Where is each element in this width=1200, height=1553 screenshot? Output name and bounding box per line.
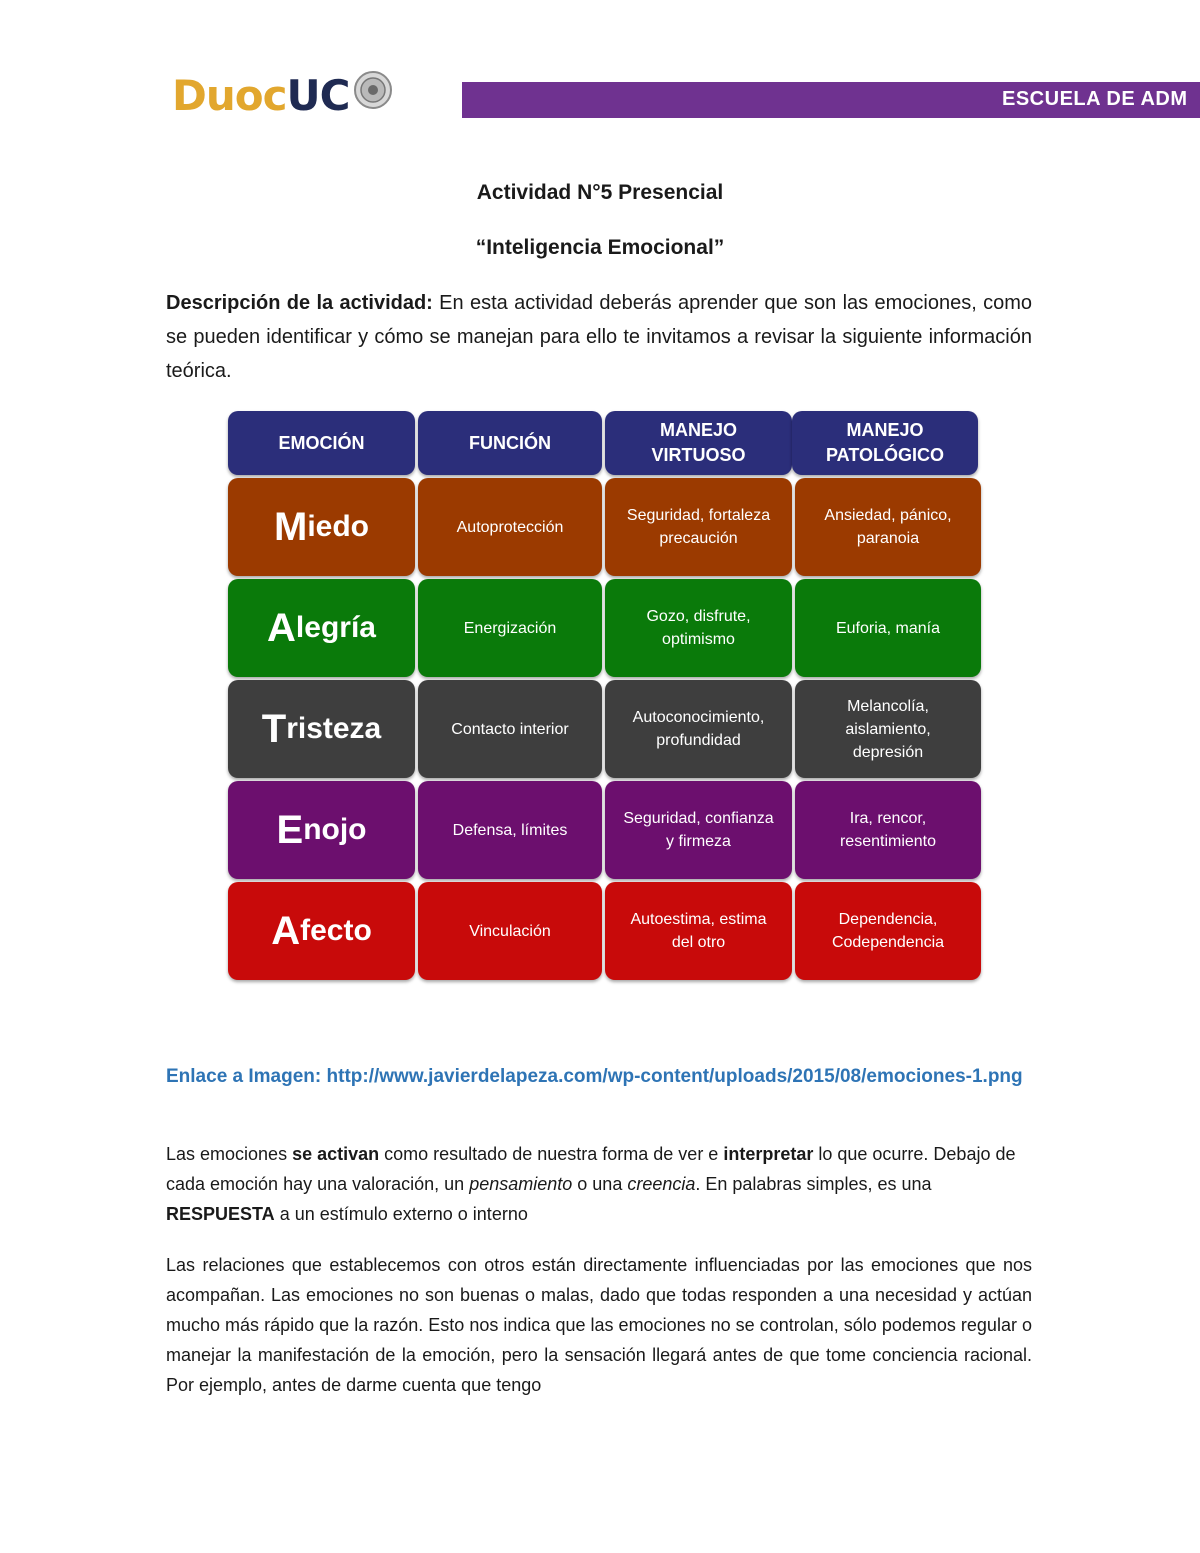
emotion-rest: iedo xyxy=(307,510,369,543)
emotion-initial: A xyxy=(267,605,296,650)
emotions-table xyxy=(228,411,984,983)
virtuoso-cell: Gozo, disfrute, optimismo xyxy=(605,579,792,677)
patologico-cell: Ansiedad, pánico, paranoia xyxy=(795,478,981,576)
emotion-cell-alegria xyxy=(228,579,415,677)
school-banner xyxy=(462,82,1200,118)
text-run: . En palabras simples, es una xyxy=(695,1174,932,1194)
activity-description xyxy=(166,286,1032,388)
emotion-rest: legría xyxy=(295,611,376,644)
funcion-cell: Energización xyxy=(418,579,602,677)
header-manejo-virtuoso: MANEJO VIRTUOSO xyxy=(605,411,792,475)
emotion-cell-tristeza xyxy=(228,680,415,778)
header-manejo-patologico: MANEJO PATOLÓGICO xyxy=(792,411,978,475)
text-run: o una xyxy=(572,1174,628,1194)
text-run: como resultado de nuestra forma de ver e xyxy=(379,1144,724,1164)
patologico-cell: Dependencia, Codependencia xyxy=(795,882,981,980)
text-run-bold: interpretar xyxy=(723,1144,814,1164)
virtuoso-cell: Seguridad, confianza y firmeza xyxy=(605,781,792,879)
virtuoso-cell: Autoconocimiento, profundidad xyxy=(605,680,792,778)
logo-uc-text: UC xyxy=(286,71,350,120)
emotion-rest: nojo xyxy=(303,813,367,846)
emotion-initial: T xyxy=(261,706,287,751)
emotion-initial: A xyxy=(271,908,301,953)
image-link-url[interactable]: http://www.javierdelapeza.com/wp-content/uploads/2015/08/emociones-1.png xyxy=(326,1066,1023,1087)
virtuoso-cell: Seguridad, fortaleza precaución xyxy=(605,478,792,576)
funcion-cell: Contacto interior xyxy=(418,680,602,778)
image-link-label: Enlace a Imagen: xyxy=(166,1066,327,1087)
text-run-italic: creencia xyxy=(627,1174,696,1194)
patologico-cell: Melancolía, aislamiento, depresión xyxy=(795,680,981,778)
virtuoso-cell: Autoestima, estima del otro xyxy=(605,882,792,980)
header-funcion: FUNCIÓN xyxy=(418,411,602,475)
emotion-initial: M xyxy=(274,504,308,549)
text-run-bold: RESPUESTA xyxy=(166,1204,275,1224)
image-link[interactable] xyxy=(166,1061,1032,1092)
emotion-initial: E xyxy=(276,807,304,852)
patologico-cell: Euforia, manía xyxy=(795,579,981,677)
banner-text: ESCUELA DE ADM xyxy=(1002,88,1188,110)
funcion-cell: Defensa, límites xyxy=(418,781,602,879)
paragraph-relationships: Las relaciones que establecemos con otros están directamente influenciadas por las emociones que nos acompañan. Las emociones no son buenas o malas, dado que todas responden a una necesidad y actúan mucho más rápido que la razón. Esto nos indica que las emociones no se controlan, sólo podemos regular o manejar la manifestación de la emoción, pero la sensación llegará antes de que tome conciencia racional. Por ejemplo, antes de darme cuenta que tengo xyxy=(166,1255,1032,1395)
paragraph-emotions-activation xyxy=(166,1139,1032,1229)
logo-duoc-text: Duoc xyxy=(172,71,287,120)
patologico-cell: Ira, rencor, resentimiento xyxy=(795,781,981,879)
funcion-cell: Autoprotección xyxy=(418,478,602,576)
header-emocion: EMOCIÓN xyxy=(228,411,415,475)
description-label: Descripción de la actividad: xyxy=(166,292,433,314)
emotion-cell-miedo xyxy=(228,478,415,576)
emotion-cell-afecto xyxy=(228,882,415,980)
university-seal-icon xyxy=(353,70,393,110)
description-text: En esta actividad deberás aprender que son las emociones, como se pueden identificar y cómo se manejan para ello te invitamos a revisar la siguiente información teórica. xyxy=(166,292,1033,382)
text-run: lo que ocurre. Debajo de cada emoción hay una valoración, un xyxy=(166,1144,1016,1194)
duoc-uc-logo xyxy=(172,70,393,122)
text-run-bold: se activan xyxy=(292,1144,380,1164)
emotion-cell-enojo xyxy=(228,781,415,879)
text-run: a un estímulo externo o interno xyxy=(274,1204,528,1224)
activity-subtitle: “Inteligencia Emocional” xyxy=(475,236,725,259)
emotion-rest: risteza xyxy=(286,712,382,745)
text-run-italic: pensamiento xyxy=(469,1174,573,1194)
text-run: Las emociones xyxy=(166,1144,293,1164)
activity-title: Actividad N°5 Presencial xyxy=(476,181,724,204)
funcion-cell: Vinculación xyxy=(418,882,602,980)
emotion-rest: fecto xyxy=(300,914,372,947)
